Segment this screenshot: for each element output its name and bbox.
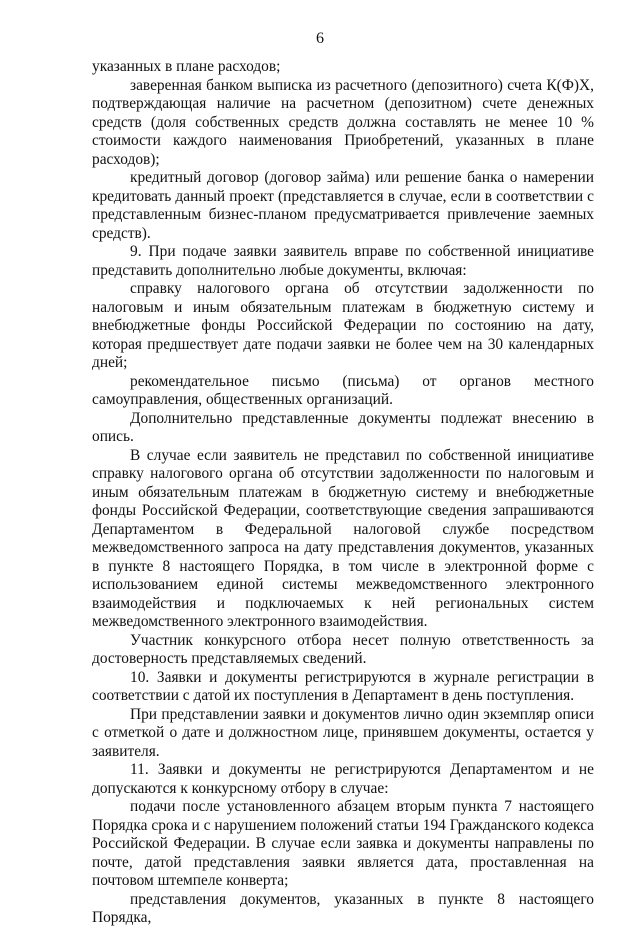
- paragraph: При представлении заявки и документов лично один экземпляр описи с отметкой о дате и должностном лице, принявшем документы, остается у заявителя.: [92, 705, 594, 760]
- paragraph: рекомендательное письмо (письма) от органов местного самоуправления, общественных организаций.: [92, 372, 594, 408]
- paragraph: 9. При подаче заявки заявитель вправе по собственной инициативе представить дополнительно любые документы, включая:: [92, 243, 594, 279]
- paragraph: представления документов, указанных в пункте 8 настоящего Порядка,: [92, 890, 594, 926]
- paragraph: указанных в плане расходов;: [92, 58, 281, 75]
- page-number: 6: [316, 30, 324, 47]
- paragraph: 11. Заявки и документы не регистрируются Департаментом и не допускаются к конкурсному отбору в случае:: [92, 761, 594, 797]
- paragraph: заверенная банком выписка из расчетного (депозитного) счета К(Ф)Х, подтверждающая наличие на расчетном (депозитном) счете денежных средств (доля собственных средств должна составлять не менее 10 % стоимости каждого наименования Приобретений, указанных в плане расходов);: [92, 76, 594, 168]
- paragraph: кредитный договор (договор займа) или решение банка о намерении кредитовать данный проект (представляется в случае, если в соответствии с представленным бизнес-планом предусматривается привлечение заемных средств).: [92, 169, 594, 242]
- paragraph: Участник конкурсного отбора несет полную ответственность за достоверность представляемых сведений.: [92, 631, 594, 667]
- document-body: [92, 58, 594, 928]
- paragraph: подачи после установленного абзацем вторым пункта 7 настоящего Порядка срока и с нарушением положений статьи 194 Гражданского кодекса Российской Федерации. В случае если заявка и документы направлены по почте, датой представления заявки является дата, проставленная на почтовом штемпеле конверта;: [92, 798, 594, 889]
- paragraph: 10. Заявки и документы регистрируются в журнале регистрации в соответствии с датой их поступления в Департамент в день поступления.: [92, 668, 594, 704]
- paragraph: Дополнительно представленные документы подлежат внесению в опись.: [92, 409, 594, 445]
- paragraph: В случае если заявитель не представил по собственной инициативе справку налогового органа об отсутствии задолженности по налоговым и иным обязательным платежам в бюджетную систему и внебюджетные фонды Российской Федерации, соответствующие сведения запрашиваются Департаментом в Федеральной налоговой службе посредством межведомственного запроса на дату представления документов, указанных в пункте 8 настоящего Порядка, в том числе в электронной форме с использованием единой системы межведомственного электронного взаимодействия и подключаемых к ней региональных систем межведомственного электронного взаимодействия.: [92, 446, 594, 630]
- paragraph: справку налогового органа об отсутствии задолженности по налоговым и иным обязательным платежам в бюджетную систему и внебюджетные фонды Российской Федерации по состоянию на дату, которая предшествует дате подачи заявки не более чем на 30 календарных дней;: [92, 280, 594, 371]
